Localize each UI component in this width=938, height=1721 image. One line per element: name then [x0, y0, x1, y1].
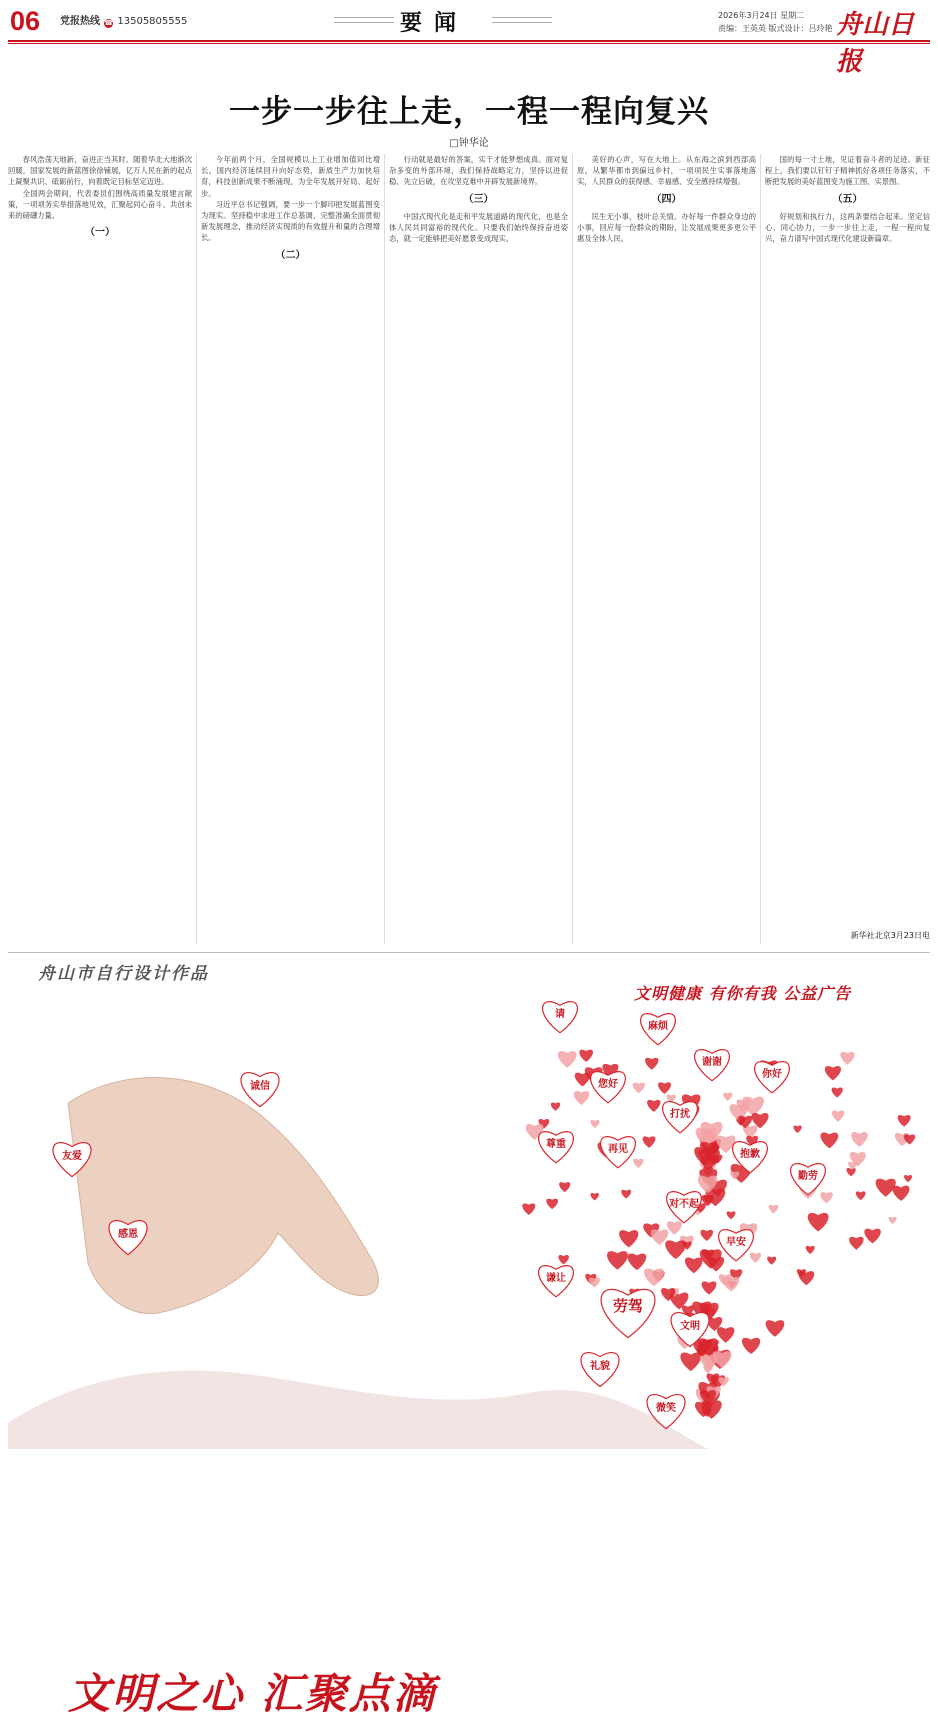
heart-word-label: 微笑 [656, 1403, 676, 1414]
phone-icon: ☎ [104, 19, 114, 27]
heart-shape [892, 1186, 909, 1201]
heart-shape [742, 1338, 760, 1354]
heart-word-label: 诚信 [250, 1081, 270, 1092]
heart-shape [621, 1190, 631, 1199]
hand-illustration [68, 1078, 378, 1314]
heart-shape [898, 1115, 911, 1127]
heart-shape [628, 1254, 647, 1271]
heart-word-label: 尊重 [546, 1139, 566, 1150]
heart-shape [864, 1229, 880, 1244]
heart-shape [798, 1271, 814, 1285]
column-3 [384, 154, 568, 944]
heart-shape [846, 1168, 855, 1176]
public-service-ad [8, 952, 930, 1718]
heart-word-label: 你好 [762, 1069, 782, 1080]
heart-shape [708, 1257, 724, 1271]
heart-shape [904, 1175, 912, 1182]
heart-shape [685, 1258, 703, 1274]
masthead-logo: 舟山日报 [836, 10, 915, 77]
heart-shape [832, 1088, 843, 1098]
ad-artwork [8, 953, 930, 1449]
heart-word-label: 文明 [680, 1321, 700, 1332]
article-body [8, 154, 930, 944]
heart-shape [849, 1237, 863, 1250]
heart-shape [546, 1199, 558, 1210]
heart-word-label: 谢谢 [702, 1057, 722, 1068]
heart-shape [644, 1268, 664, 1286]
paragraph: 国的每一寸土地，见证着奋斗者的足迹。新征程上，我们要以钉钉子精神抓好各项任务落实，不断把发展的美好蓝图变为施工图、实景图。 [765, 155, 930, 187]
section-title: 要闻 [400, 10, 469, 36]
date-editor-block [718, 9, 833, 35]
heart-shape [658, 1082, 671, 1094]
hotline-label: 党报热线 [60, 16, 100, 27]
heart-shape [665, 1240, 686, 1259]
editors-line: 责编：王英英 版式设计：吕玲艳 [718, 24, 833, 33]
heart-shape [808, 1213, 829, 1232]
heart-word-label: 对不起 [669, 1199, 699, 1210]
heart-shape [633, 1159, 643, 1168]
heart-shape [820, 1192, 832, 1203]
paragraph: 行动就是最好的答案，实干才能梦想成真。面对复杂多变的外部环境，我们保持战略定力，坚持以进促稳、先立后破，在攻坚克难中开辟发展新境界。 [389, 155, 568, 187]
paragraph: 习近平总书记强调，要一步一个脚印把发展蓝图变为现实。坚持稳中求进工作总基调，完整准确全面贯彻新发展理念，推动经济实现质的有效提升和量的合理增长。 [201, 199, 380, 243]
heart-shape [591, 1193, 599, 1200]
heart-word-label: 谦让 [546, 1273, 566, 1284]
page-header [0, 0, 938, 77]
heart-shape [558, 1051, 577, 1068]
date-line: 2026年3月24日 星期二 [718, 11, 805, 20]
heart-shape [727, 1211, 736, 1219]
heart-shape [559, 1182, 570, 1192]
heart-shape [717, 1327, 734, 1343]
hotline [60, 12, 187, 28]
heart-word-label: 感恩 [118, 1229, 138, 1240]
heart-shape [701, 1230, 714, 1241]
ad-title: 舟山市自行设计作品 [38, 964, 209, 984]
section-ornament-right [492, 17, 552, 23]
ad-tagline: 文明健康 有你有我 公益广告 [634, 984, 852, 1003]
page-number: 06 [10, 6, 41, 36]
heart-word-label: 打扰 [670, 1109, 690, 1120]
heart-word-label: 友爱 [62, 1151, 82, 1162]
heart-word-label: 请 [555, 1009, 565, 1020]
section-ornament-left [334, 17, 394, 23]
section-subhead: （一） [85, 227, 115, 239]
article-credit: 新华社北京3月23日电 [850, 931, 930, 940]
heart-shape [766, 1320, 785, 1337]
heart-shape [522, 1203, 535, 1215]
heart-shape [558, 1255, 569, 1264]
section-subhead: （三） [463, 193, 494, 205]
section-subhead: （五） [832, 193, 863, 205]
heart-shape [607, 1251, 628, 1270]
heart-shape [551, 1102, 560, 1110]
heart-shape [825, 1066, 841, 1080]
column-1 [8, 154, 192, 944]
heart-shape [667, 1221, 682, 1234]
column-4 [572, 154, 756, 944]
heart-shape [840, 1052, 854, 1065]
heart-shape [633, 1082, 645, 1093]
ad-slogan: 文明之心 汇聚点滴 [68, 1669, 437, 1718]
paragraph: 好规划和执行力，这两条要结合起来。坚定信心、同心协力，一步一步往上走，一程一程向复兴，奋力谱写中国式现代化建设新篇章。 [765, 211, 930, 244]
heart-shape [590, 1120, 599, 1128]
heart-word-label: 麻烦 [648, 1021, 668, 1032]
heart-shape [821, 1133, 839, 1149]
article-headline: 一步一步往上走，一程一程向复兴 [229, 94, 709, 130]
paragraph: 全国两会期间，代表委员们围绕高质量发展建言献策，一项项务实举措落地见效，汇聚起同心奋斗、共创未来的磅礴力量。 [8, 188, 192, 221]
heart-shape [702, 1281, 717, 1294]
heart-shape [889, 1217, 897, 1224]
heart-word-label: 再见 [608, 1144, 628, 1155]
article-author: □钟华论 [449, 138, 489, 149]
heart-shape [738, 1116, 752, 1129]
heart-word-label: 早安 [726, 1237, 746, 1248]
hotline-number: 13505805555 [117, 16, 188, 27]
paragraph: 春风浩荡天地新，奋进正当其时。随着华北大地渐次回暖，国家发展的新蓝图徐徐铺展，亿万人民在新的起点上凝聚共识、砥砺前行，向着既定目标坚定迈进。 [8, 155, 192, 187]
paragraph: 美好的心声，写在大地上。从东海之滨到西部高原，从繁华都市到偏远乡村，一项项民生实事落地落实，人民群众的获得感、幸福感、安全感持续增强。 [577, 155, 756, 187]
section-subhead: （二） [275, 249, 306, 261]
heart-shape [723, 1093, 732, 1101]
heart-shape [647, 1100, 660, 1112]
section-subhead: （四） [651, 193, 682, 205]
heart-shape [619, 1230, 638, 1247]
paragraph: 今年前两个月，全国规模以上工业增加值同比增长，国内经济延续回升向好态势，新质生产力加快培育，科技创新成果不断涌现，为全年发展开好局、起好步。 [201, 155, 380, 198]
heart-word-label: 礼貌 [590, 1361, 610, 1372]
paragraph: 民生无小事，枝叶总关情。办好每一件群众身边的小事，回应每一份群众的期盼，让发展成果更多更公平惠及全体人民。 [577, 211, 756, 244]
heart-shape [643, 1136, 656, 1147]
header-rule-thin [8, 43, 930, 44]
heart-word-label: 您好 [598, 1079, 618, 1090]
heart-shape [767, 1257, 776, 1265]
heart-shape [750, 1253, 761, 1263]
heart-shape [769, 1205, 779, 1214]
heart-shape [700, 1354, 718, 1370]
heart-shape [574, 1091, 590, 1105]
heart-shape [856, 1191, 866, 1200]
heart-shape [832, 1111, 844, 1122]
heart-shape [645, 1058, 658, 1070]
heart-shape [680, 1352, 701, 1371]
heart-word-label: 抱歉 [740, 1149, 760, 1160]
heart-shape [589, 1278, 600, 1288]
heart-shape [793, 1125, 801, 1132]
header-rule [8, 40, 930, 42]
heart-word-label: 劳驾 [612, 1297, 644, 1315]
heart-shape [723, 1277, 739, 1292]
column-5 [760, 154, 930, 944]
heart-word-label: 勤劳 [798, 1171, 818, 1182]
paragraph: 中国式现代化是走和平发展道路的现代化，也是全体人民共同富裕的现代化。只要我们始终保持奋进姿态，就一定能够把美好愿景变成现实。 [389, 211, 568, 244]
heart-shape [579, 1050, 593, 1062]
heart-shape [806, 1246, 815, 1254]
heart-shape [851, 1132, 868, 1147]
column-2 [196, 154, 380, 944]
